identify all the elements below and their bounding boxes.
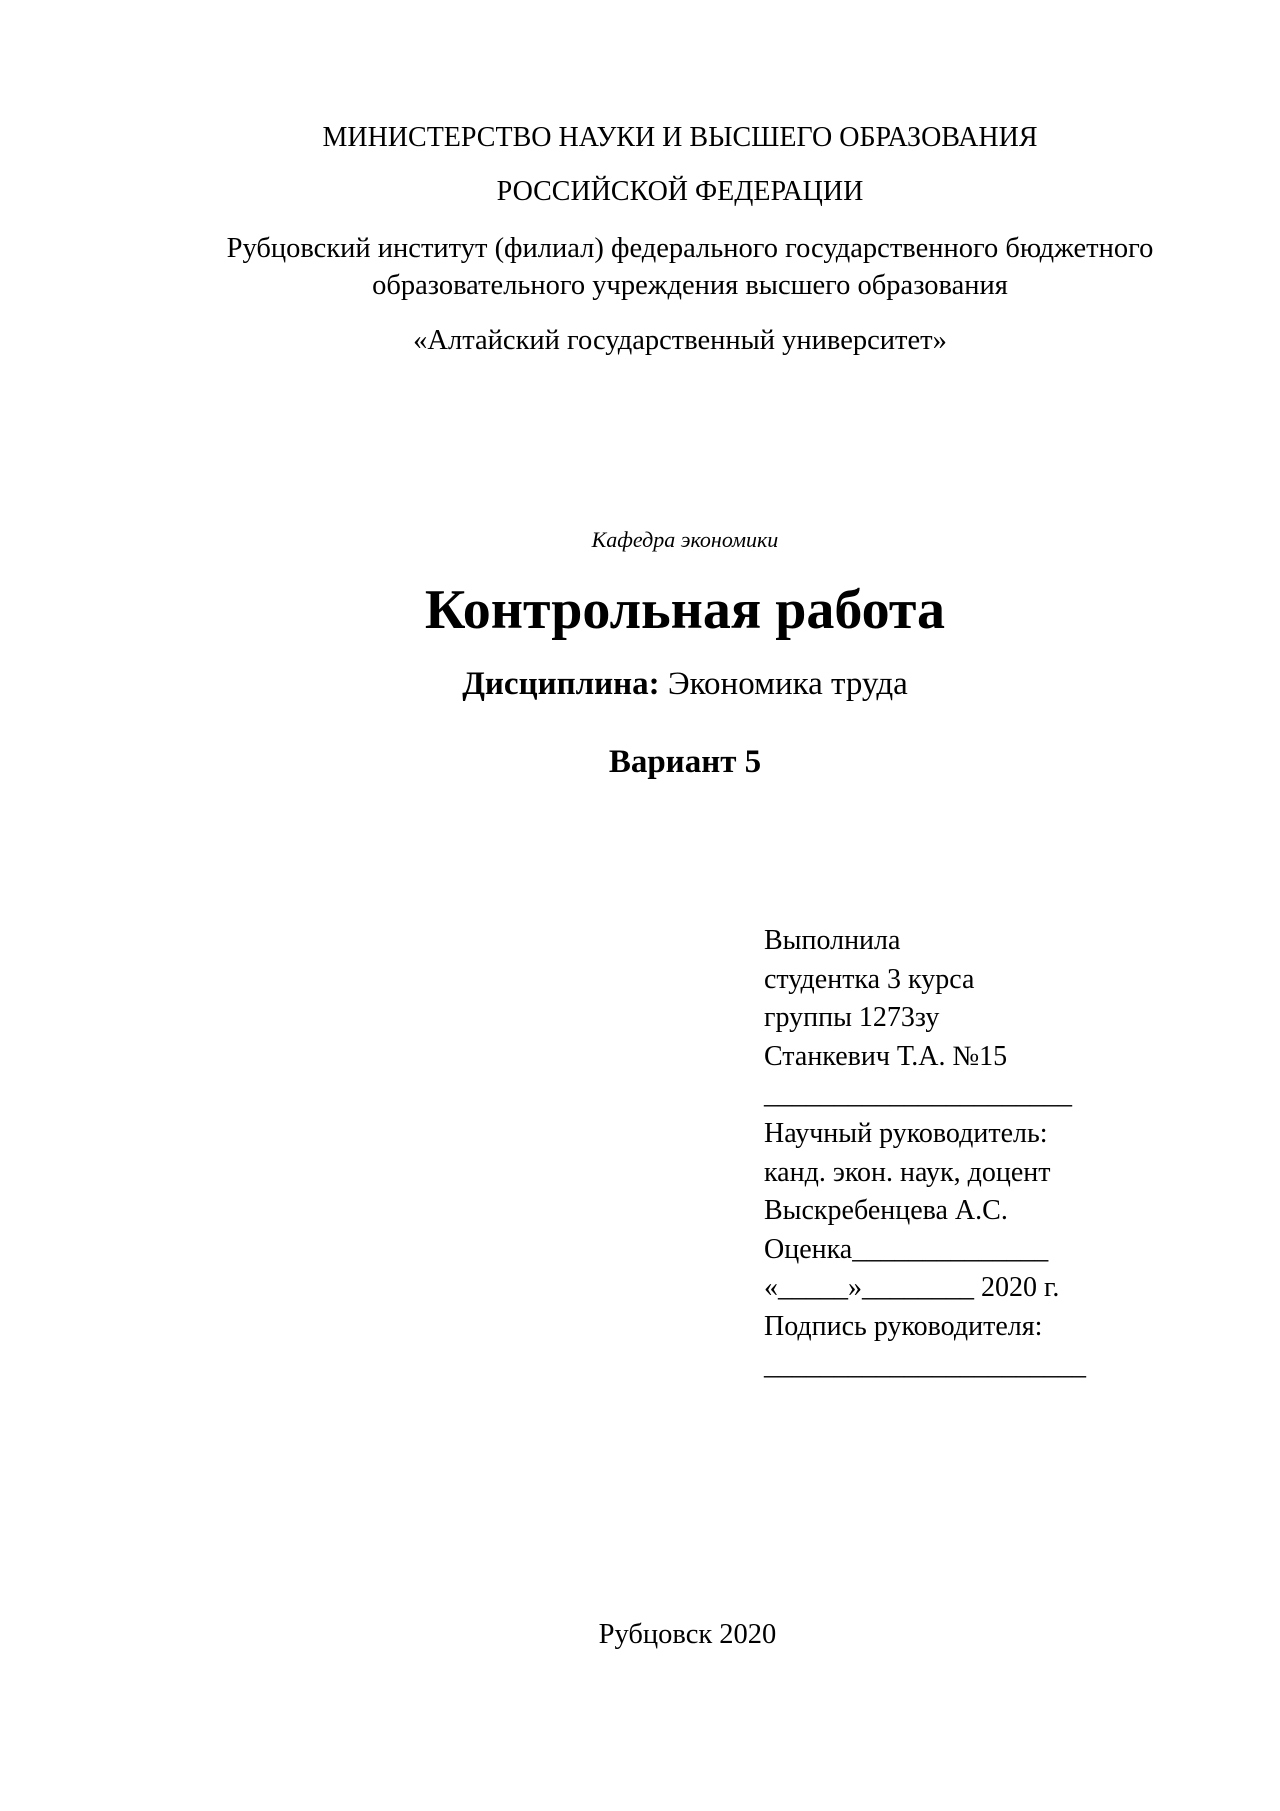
discipline-value: Экономика труда: [659, 666, 908, 702]
date-line: «_____»________ 2020 г.: [764, 1272, 1060, 1304]
grade-line: Оценка______________: [764, 1233, 1049, 1265]
supervisor-signature-label: Подпись руководителя:: [764, 1310, 1043, 1342]
supervisor-title: канд. экон. наук, доцент: [764, 1156, 1051, 1188]
signature-block: [764, 922, 1244, 1385]
city-year: Рубцовск 2020: [598, 1619, 777, 1650]
university-name: «Алтайский государственный университет»: [413, 325, 947, 356]
student-name: Станкевич Т.А. №15: [764, 1040, 1008, 1072]
supervisor-signature-line: _______________________: [764, 1349, 1086, 1381]
discipline-label: Дисциплина:: [462, 666, 660, 702]
institute-line-1: Рубцовский институт (филиал) федерального государственного бюджетного: [226, 233, 1154, 264]
discipline-line: [45, 663, 1280, 705]
department-name: Кафедра экономики: [591, 527, 779, 552]
ministry-line-2: РОССИЙСКОЙ ФЕДЕРАЦИИ: [496, 176, 864, 207]
student-signature-line: ______________________: [764, 1079, 1072, 1111]
supervisor-name: Выскребенцева А.С.: [764, 1195, 1008, 1227]
document-title: Контрольная работа: [424, 579, 946, 641]
institute-line-2: образовательного учреждения высшего образования: [372, 270, 1008, 301]
student-group: группы 1273зу: [764, 1002, 940, 1034]
performed-by-label: Выполнила: [764, 925, 901, 956]
supervisor-label: Научный руководитель:: [764, 1117, 1048, 1149]
student-course: студентка 3 курса: [764, 963, 975, 995]
variant-label: Вариант 5: [608, 744, 762, 780]
ministry-line-1: МИНИСТЕРСТВО НАУКИ И ВЫСШЕГО ОБРАЗОВАНИЯ: [322, 122, 1038, 153]
